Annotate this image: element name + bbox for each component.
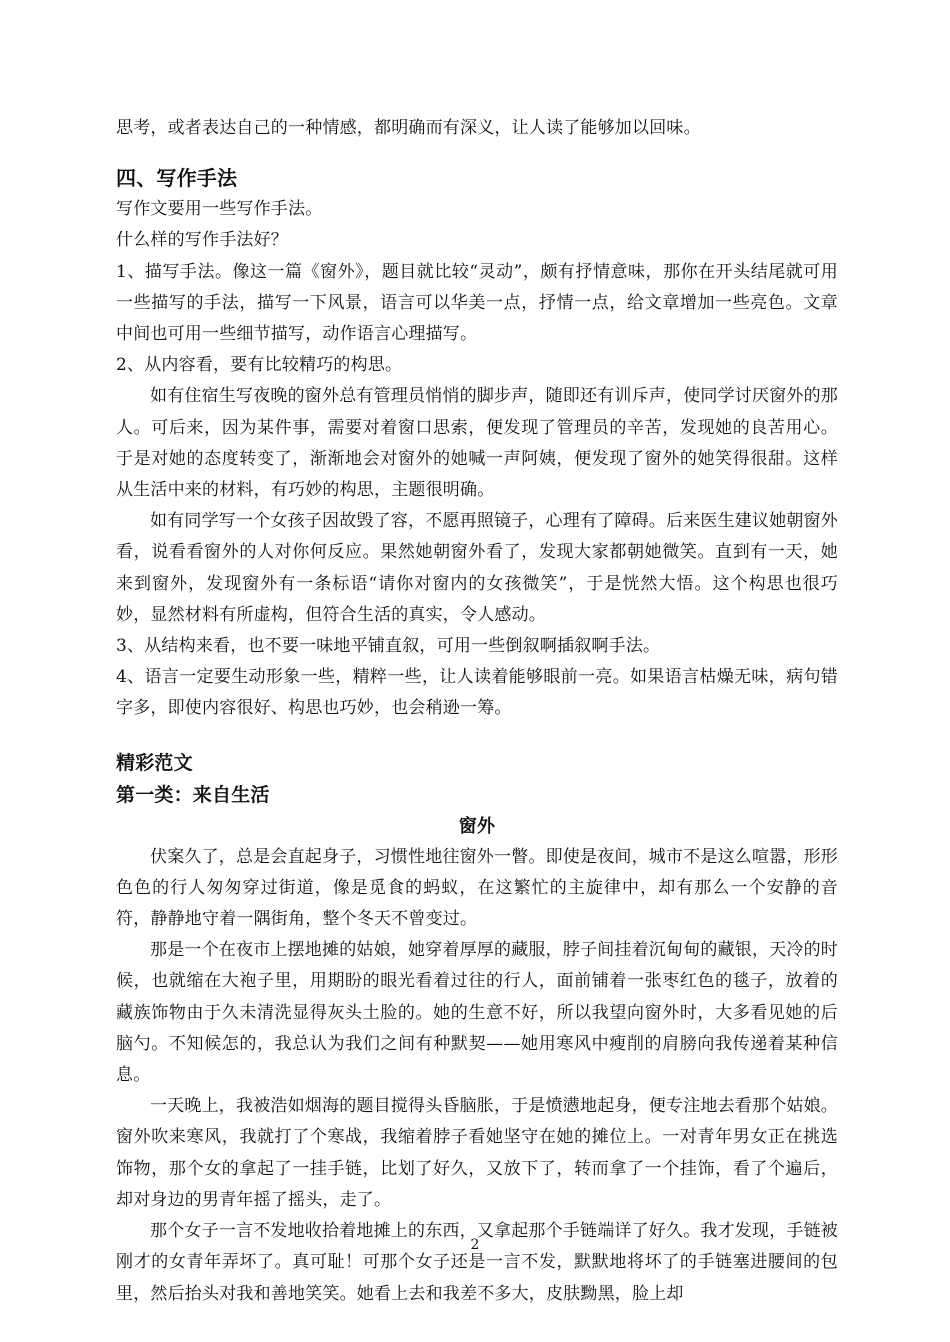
- example-paragraph: 如有同学写一个女孩子因故毁了容，不愿再照镜子，心理有了障碍。后来医生建议她朝窗外看，说看看窗外的人对你何反应。果然她朝窗外看了，发现大家都朝她微笑。直到有一天，她来到窗外，发现窗外有一条标语“请你对窗内的女孩微笑”，于是恍然大悟。这个构思也很巧妙，显然材料有所虚构，但符合生活的真实，令人感动。: [116, 511, 838, 625]
- category-heading: 第一类：来自生活: [116, 783, 270, 806]
- list-item: 3、从结构来看，也不要一味地平铺直叙，可用一些倒叙啊插叙啊手法。: [116, 636, 661, 657]
- spacer: [116, 725, 838, 747]
- list-item: 2、从内容看，要有比较精巧的构思。: [116, 355, 403, 376]
- example-paragraph: 如有住宿生写夜晚的窗外总有管理员悄悄的脚步声，随即还有训斥声，使同学讨厌窗外的那人。可后来，因为某件事，需要对着窗口思索，便发现了管理员的辛苦，发现她的良苦用心。于是对她的态度转变了，渐渐地会对窗外的她喊一声阿姨，便发现了窗外的她笑得很甜。这样从生活中来的材料，有巧妙的构思，主题很明确。: [116, 386, 838, 501]
- paragraph: 写作文要用一些写作手法。: [116, 199, 323, 220]
- intro-paragraph: 思考，或者表达自己的一种情感，都明确而有深义，让人读了能够加以回味。: [116, 118, 701, 138]
- essay-paragraph: 那是一个在夜市上摆地摊的姑娘，她穿着厚厚的藏服，脖子间挂着沉甸甸的藏银，天冷的时候，也就缩在大袍子里，用期盼的眼光看着过往的行人，面前铺着一张枣红色的毯子，放着的藏族饰物由于久未清洗显得灰头土脸的。她的生意不好，所以我望向窗外时，大多看见她的后脑勺。不知候怎的，我总认为我们之间有种默契——她用寒风中瘦削的肩膀向我传递着某种信息。: [116, 940, 838, 1086]
- section-heading: 四、写作手法: [116, 166, 238, 191]
- spacer: [116, 144, 838, 162]
- page-number: 2: [470, 1237, 480, 1253]
- paragraph: 什么样的写作手法好？: [116, 230, 288, 251]
- list-item: 4、语言一定要生动形象一些，精粹一些，让人读着能够眼前一亮。如果语言枯燥无味，病句错字多，即使内容很好、构思也巧妙，也会稍逊一筹。: [116, 667, 838, 719]
- essay-paragraph: 一天晚上，我被浩如烟海的题目搅得头昏脑胀，于是愤懑地起身，便专注地去看那个姑娘。窗外吹来寒风，我就打了个寒战，我缩着脖子看她坚守在她的摊位上。一对青年男女正在挑选饰物，那个女的拿起了一挂手链，比划了好久，又放下了，转而拿了一个挂饰，看了个遍后，却对身边的男青年摇了摇头，走了。: [116, 1096, 838, 1210]
- essay-paragraph: 伏案久了，总是会直起身子，习惯性地往窗外一瞥。即使是夜间，城市不是这么喧嚣，形形色色的行人匆匆穿过街道，像是觅食的蚂蚁，在这繁忙的主旋律中，却有那么一个安静的音符，静静地守着一隅街角，整个冬天不曾变过。: [116, 846, 838, 930]
- document-body: [116, 113, 838, 1310]
- list-item: 1、描写手法。像这一篇《窗外》，题目就比较“灵动”，颇有抒情意味，那你在开头结尾就可用一些描写的手法，描写一下风景，语言可以华美一点，抒情一点，给文章增加一些亮色。文章中间也可用一些细节描写，动作语言心理描写。: [116, 261, 838, 345]
- essay-title: 窗外: [458, 815, 496, 837]
- essays-heading: 精彩范文: [116, 751, 193, 774]
- essay-paragraph: 那个女子一言不发地收拾着地摊上的东西，又拿起那个手链端详了好久。我才发现，手链被刚才的女青年弄坏了。真可耻！可那个女子还是一言不发，默默地将坏了的手链塞进腰间的包里，然后抬头对我和善地笑笑。她看上去和我差不多大，皮肤黝黑，脸上却: [116, 1221, 838, 1304]
